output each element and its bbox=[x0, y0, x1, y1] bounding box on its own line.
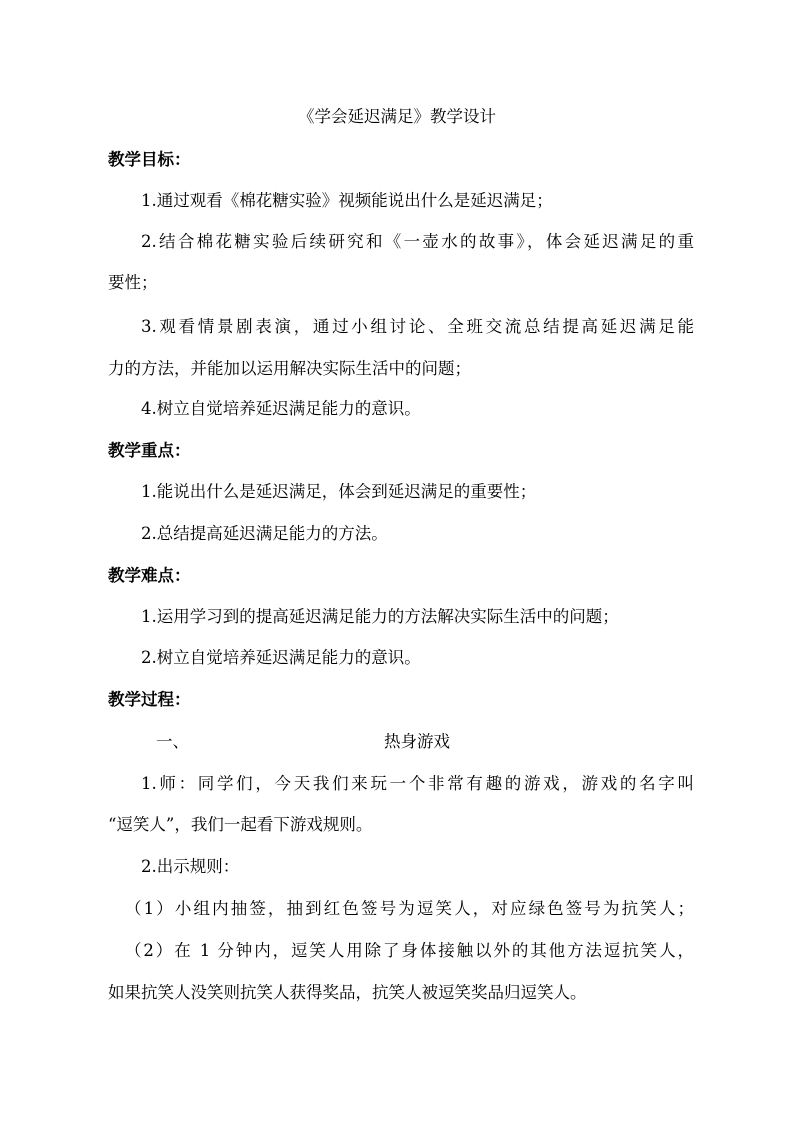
goals-heading: 教学目标： bbox=[108, 150, 191, 169]
process-line-6: 如果抗笑人没笑则抗笑人获得奖品，抗笑人被逗笑奖品归逗笑人。 bbox=[108, 983, 587, 1002]
goal-item-4: 4.树立自觉培养延迟满足能力的意识。 bbox=[141, 399, 421, 418]
goal-item-2-cont: 要性； bbox=[108, 273, 158, 292]
key-points-heading: 教学重点： bbox=[108, 441, 191, 460]
process-line-2: “逗笑人”，我们一起看下游戏规则。 bbox=[108, 815, 373, 834]
difficulties-heading: 教学难点： bbox=[108, 566, 191, 585]
step-title: 热身游戏 bbox=[384, 732, 450, 751]
difficulty-2: 2.树立自觉培养延迟满足能力的意识。 bbox=[141, 648, 421, 667]
process-heading: 教学过程： bbox=[108, 690, 191, 709]
goal-item-1: 1.通过观看《棉花糖实验》视频能说出什么是延迟满足； bbox=[141, 191, 553, 210]
difficulty-1: 1.运用学习到的提高延迟满足能力的方法解决实际生活中的问题； bbox=[141, 607, 619, 626]
process-line-1: 1.师：同学们，今天我们来玩一个非常有趣的游戏，游戏的名字叫 bbox=[141, 774, 694, 793]
process-line-3: 2.出示规则： bbox=[141, 857, 240, 876]
goal-item-3: 3.观看情景剧表演，通过小组讨论、全班交流总结提高延迟满足能 bbox=[141, 317, 694, 336]
process-line-4: （1）小组内抽签，抽到红色签号为逗笑人，对应绿色签号为抗笑人； bbox=[125, 899, 694, 918]
key-point-2: 2.总结提高延迟满足能力的方法。 bbox=[141, 524, 388, 543]
goal-item-3-cont: 力的方法，并能加以运用解决实际生活中的问题； bbox=[108, 359, 471, 378]
process-line-5: （2）在 1 分钟内，逗笑人用除了身体接触以外的其他方法逗抗笑人， bbox=[125, 941, 694, 960]
key-point-1: 1.能说出什么是延迟满足，体会到延迟满足的重要性； bbox=[141, 482, 537, 501]
document-title: 《学会延迟满足》教学设计 bbox=[298, 107, 496, 126]
goal-item-2: 2.结合棉花糖实验后续研究和《一壶水的故事》，体会延迟满足的重 bbox=[141, 232, 694, 251]
step-number: 一、 bbox=[156, 732, 189, 751]
